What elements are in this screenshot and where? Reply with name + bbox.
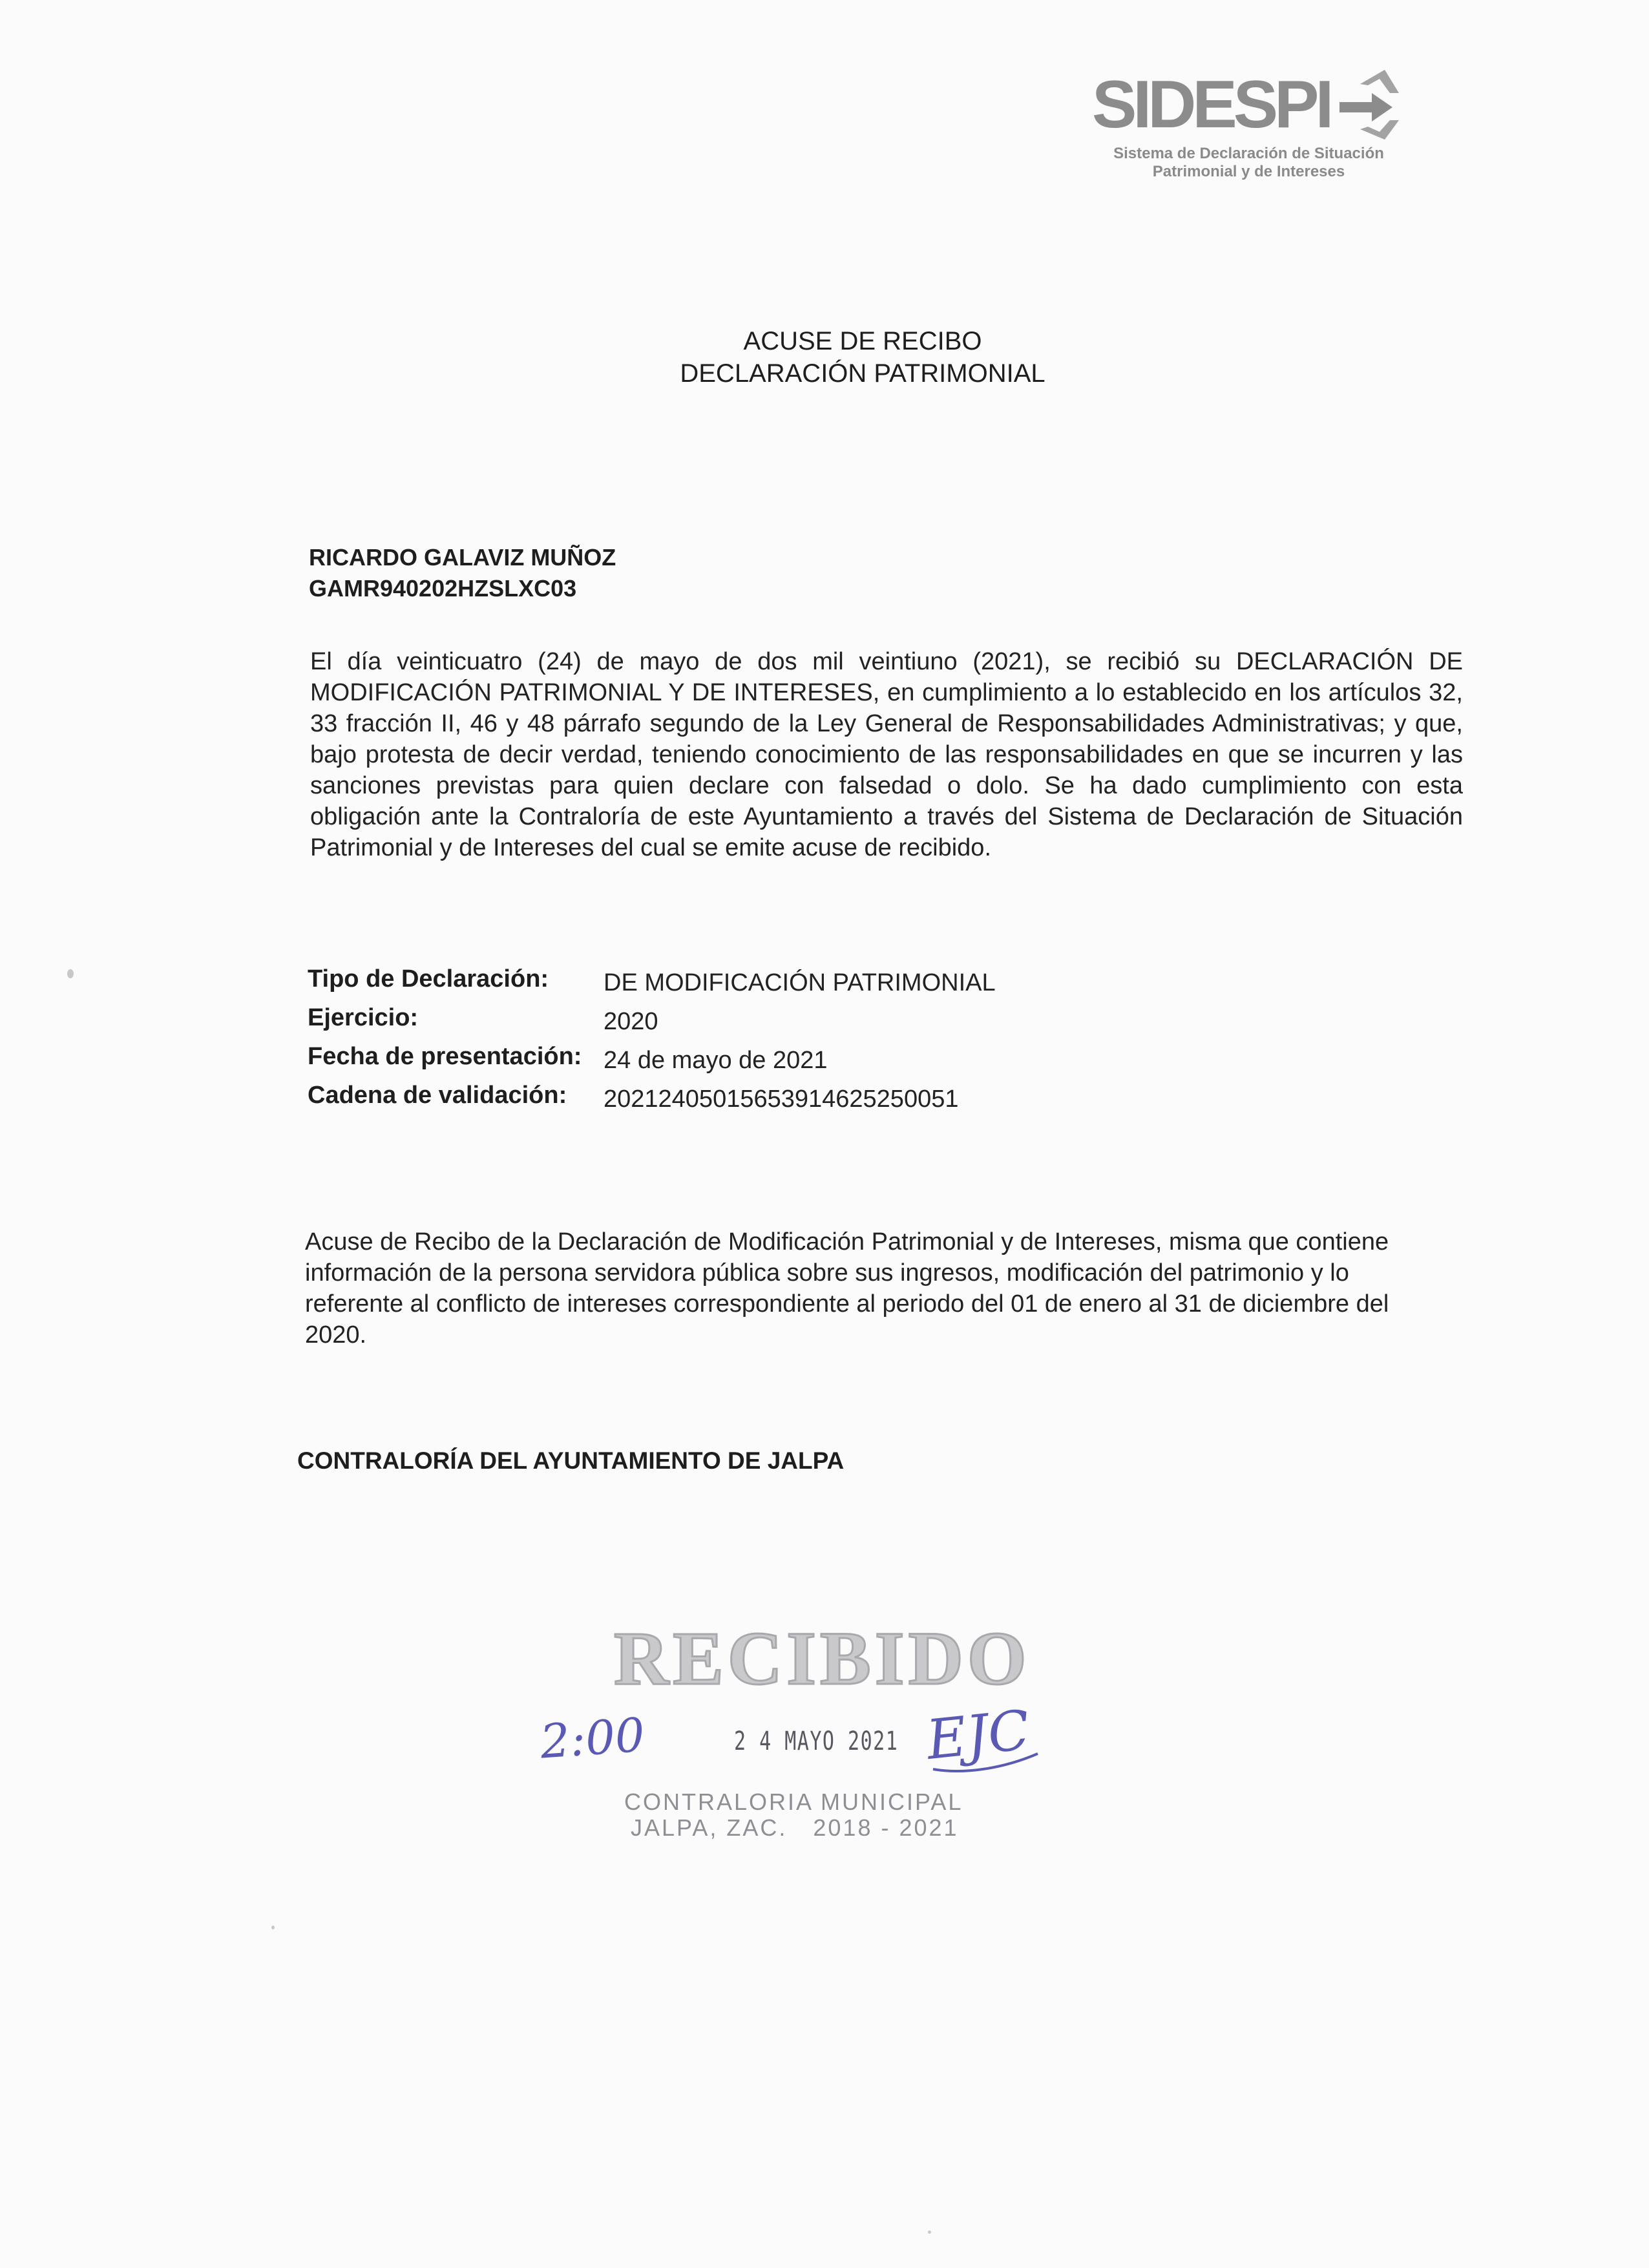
stamp-handwritten-initials: EJC (923, 1697, 1033, 1772)
declaration-details (308, 965, 1148, 1120)
stamp-title: RECIBIDO (614, 1616, 1031, 1701)
initials-flourish-icon (930, 1750, 1040, 1776)
logo-wordmark: SIDESPI (1092, 67, 1330, 142)
detail-value: 20212405015653914625250051 (604, 1086, 959, 1113)
logo-subtitle-line2: Patrimonial y de Intereses (1152, 163, 1345, 180)
double-arrow-icon (1334, 65, 1405, 142)
detail-value: 2020 (604, 1008, 658, 1035)
detail-value: 24 de mayo de 2021 (604, 1047, 828, 1074)
sidespi-logo (1092, 65, 1415, 194)
detail-value: DE MODIFICACIÓN PATRIMONIAL (604, 969, 996, 996)
stamp-office-line: CONTRALORIA MUNICIPAL (624, 1789, 963, 1815)
document-title: ACUSE DE RECIBO (743, 327, 982, 355)
scan-speck (271, 1926, 275, 1929)
detail-row-tipo (308, 965, 1148, 1004)
stamp-place: JALPA, ZAC. (631, 1814, 788, 1841)
declarant-name: RICARDO GALAVIZ MUÑOZ (309, 544, 616, 571)
summary-paragraph: Acuse de Recibo de la Declaración de Modificación Patrimonial y de Intereses, misma que contiene información de la persona servidora pública sobre sus ingresos, modificación del patrimonio y lo referente al conflicto de intereses correspondiente al periodo del 01 de enero al 31 de diciembre del 2020. (305, 1228, 1389, 1349)
body-paragraph: El día veinticuatro (24) de mayo de dos mil veintiuno (2021), se recibió su DECLARACIÓN DE MODIFICACIÓN PATRIMONIAL Y DE INTERESES, en cumplimiento a lo establecido en los artículos 32, 33 fracción II, 46 y 48 párrafo segundo de la Ley General de Responsabilidades Administrativas; y que, bajo protesta de decir verdad, teniendo conocimiento de las responsabilidades en que se incurren y las sanciones previstas para quien declare con falsedad o dolo. Se ha dado cumplimiento con esta obligación ante la Contraloría de este Ayuntamiento a través del Sistema de Declaración de Situación Patrimonial y de Intereses del cual se emite acuse de recibido. (310, 648, 1463, 861)
document-subtitle: DECLARACIÓN PATRIMONIAL (680, 359, 1045, 388)
detail-label: Cadena de validación: (308, 1082, 567, 1109)
stamp-handwritten-time: 2:00 (538, 1707, 647, 1769)
stamp-date: 2 4 MAYO 2021 (734, 1727, 899, 1756)
stamp-place-line (631, 1814, 959, 1842)
detail-row-fecha (308, 1043, 1148, 1082)
detail-row-cadena (308, 1082, 1148, 1120)
declarant-rfc: GAMR940202HZSLXC03 (309, 575, 577, 602)
scan-speck (928, 2231, 931, 2234)
detail-row-ejercicio (308, 1004, 1148, 1043)
stamp-period: 2018 - 2021 (813, 1814, 959, 1841)
detail-label: Fecha de presentación: (308, 1043, 582, 1070)
issuing-office: CONTRALORÍA DEL AYUNTAMIENTO DE JALPA (297, 1447, 845, 1474)
logo-subtitle-line1: Sistema de Declaración de Situación (1113, 145, 1384, 162)
detail-label: Tipo de Declaración: (308, 965, 549, 992)
detail-label: Ejercicio: (308, 1004, 419, 1031)
scan-speck (67, 969, 74, 978)
